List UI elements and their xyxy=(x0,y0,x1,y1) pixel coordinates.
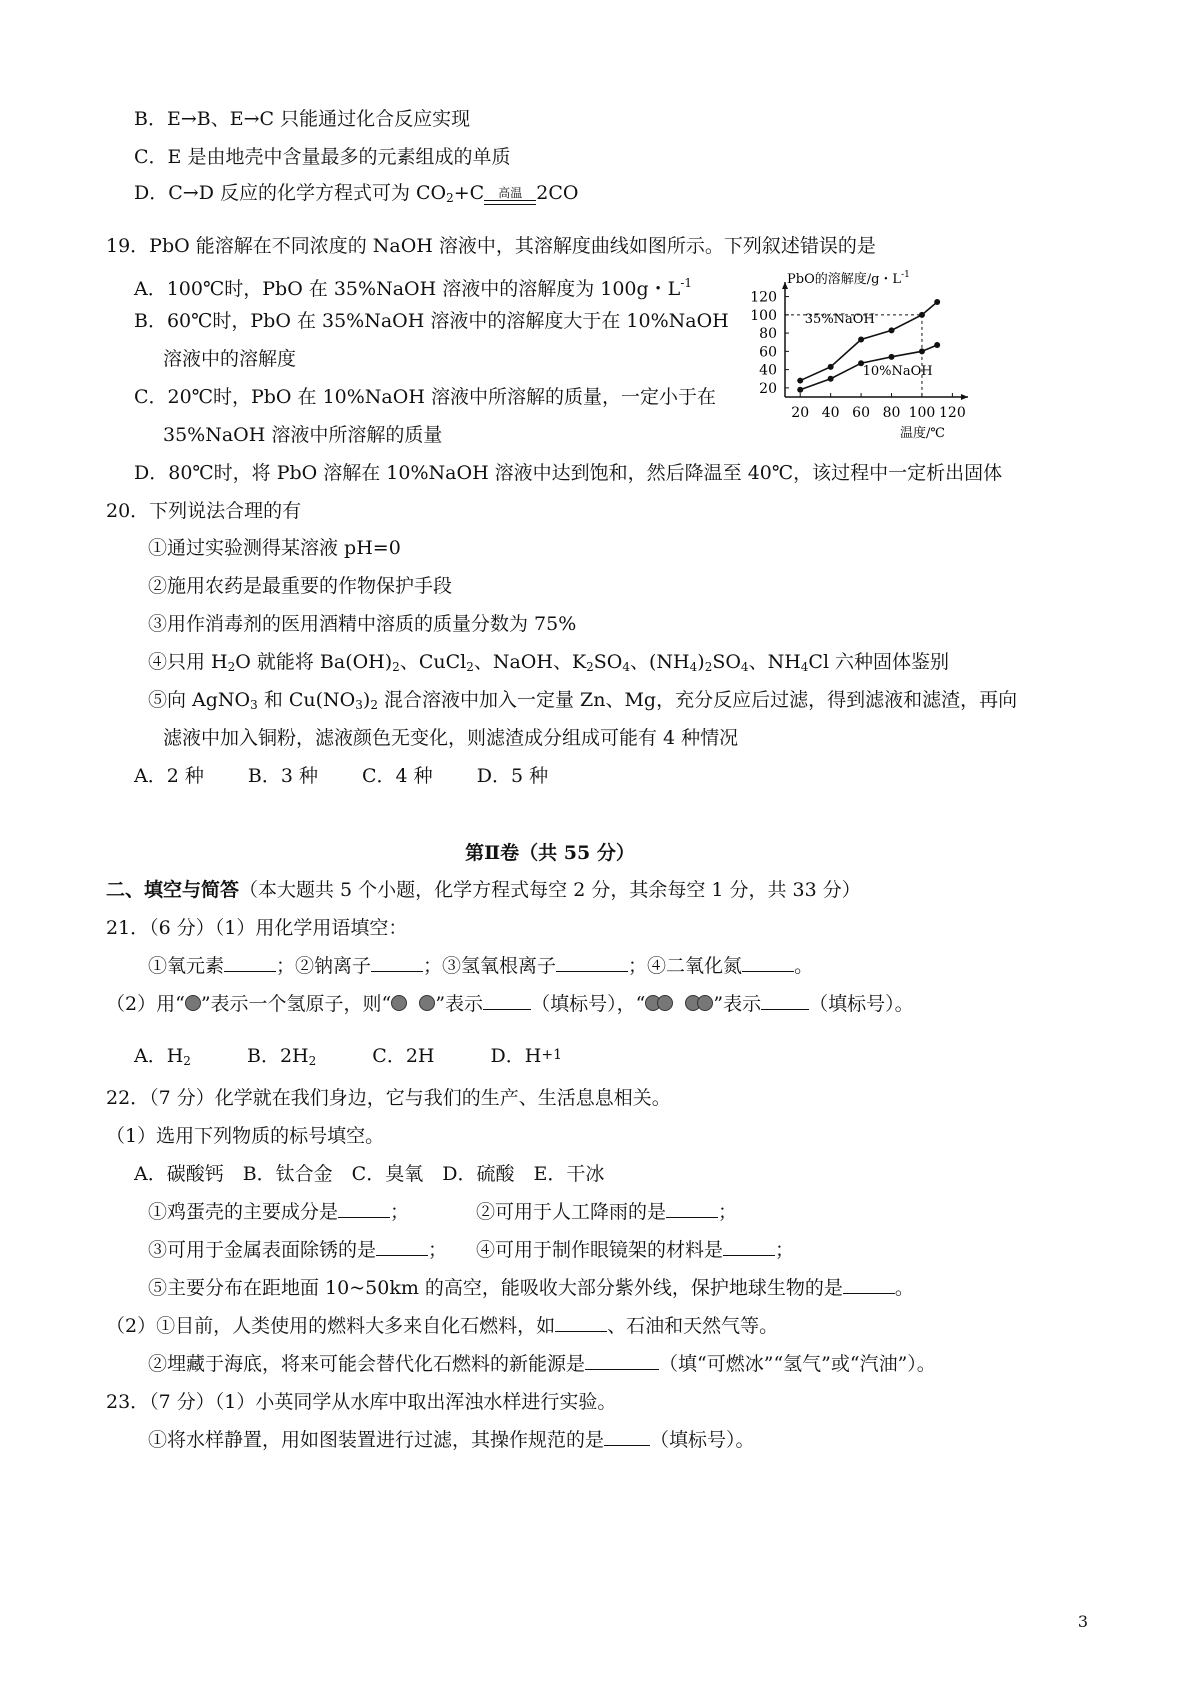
answer-blank[interactable] xyxy=(338,1199,390,1218)
q20-item-4-part: 4 xyxy=(740,660,749,674)
x-tick-label: 40 xyxy=(821,405,840,421)
q20-item-5 xyxy=(148,687,1017,718)
q20-item-3: ③用作消毒剂的医用酒精中溶质的质量分数为 75% xyxy=(148,613,577,635)
y-tick-label: 60 xyxy=(759,344,777,361)
q19-option-c-line2: 35%NaOH 溶液中所溶解的质量 xyxy=(163,424,443,446)
y-tick-label: 120 xyxy=(750,289,777,306)
x-tick-label: 20 xyxy=(791,405,810,421)
y-tick-label: 80 xyxy=(759,326,777,343)
q20-item-4 xyxy=(148,649,949,680)
q20-item-5-part: 3 xyxy=(250,698,258,712)
q22-part2-line2: ②埋藏于海底，将来可能会替代化石燃料的新能源是 （填“可燃冰”“氢气”或“汽油”）。 xyxy=(148,1353,936,1375)
answer-blank[interactable] xyxy=(761,991,809,1010)
data-point xyxy=(797,387,803,393)
q19-stem: 19．PbO 能溶解在不同浓度的 NaOH 溶液中，其溶解度曲线如图所示。下列叙述错误的是 xyxy=(106,235,876,257)
y-tick-label: 20 xyxy=(759,380,777,397)
answer-blank[interactable] xyxy=(556,953,628,972)
q18-option-d: D．C→D 反应的化学方程式可为 $CO_2+C$ 高温 2CO xyxy=(134,180,578,211)
data-point xyxy=(919,312,925,318)
q20-item-5-part: ) xyxy=(362,689,371,711)
q20-item-5-part: 2 xyxy=(370,698,378,712)
q20-item-4-part: 、NaOH、K xyxy=(473,651,587,673)
q20-item-4-part: 4 xyxy=(622,660,631,674)
q20-item-4-part: SO xyxy=(593,651,623,673)
q20-item-4-part: 2 xyxy=(586,660,594,674)
data-point xyxy=(919,348,925,354)
answer-blank[interactable] xyxy=(585,1351,659,1370)
q22-options: A．碳酸钙 B．钛合金 C．臭氧 D．硫酸 E．干冰 xyxy=(134,1163,605,1185)
q20-item-4-part: 4 xyxy=(800,660,809,674)
q20-item-4-part: 4 xyxy=(689,660,698,674)
q22-part2-line1: （2）①目前，人类使用的燃料大多来自化石燃料，如 、石油和天然气等。 xyxy=(106,1315,779,1337)
x-tick-label: 60 xyxy=(852,405,871,421)
y-tick-label: 100 xyxy=(750,307,777,324)
q20-item-5-cont: 滤液中加入铜粉，滤液颜色无变化，则滤渣成分组成可能有 4 种情况 xyxy=(163,727,739,749)
q19-option-c-line1: C．20℃时，PbO 在 10%NaOH 溶液中所溶解的质量，一定小于在 xyxy=(134,386,716,408)
q22-item-4: ④可用于制作眼镜架的材料是 ； xyxy=(476,1239,795,1261)
answer-blank[interactable] xyxy=(666,1199,718,1218)
q22-item-5: ⑤主要分布在距地面 10~50km 的高空，能吸收大部分紫外线，保护地球生物的是 。 xyxy=(148,1277,914,1299)
data-point xyxy=(858,336,864,342)
answer-blank[interactable] xyxy=(371,953,423,972)
q20-item-4-part: 2 xyxy=(392,660,400,674)
q19-option-d: D．80℃时，将 PbO 溶解在 10%NaOH 溶液中达到饱和，然后降温至 40℃，该过程中一定析出固体 xyxy=(134,462,1003,484)
answer-blank[interactable] xyxy=(376,1237,428,1256)
q20-item-4-part: Cl 六种固体鉴别 xyxy=(808,651,950,673)
data-point xyxy=(889,354,895,360)
q20-item-5-part: 混合溶液中加入一定量 Zn、Mg，充分反应后过滤，得到滤液和滤渣，再向 xyxy=(377,689,1018,711)
q21-line1: ①氧元素 ；②钠离子 ；③氢氧根离子 ；④二氧化氮 。 xyxy=(148,955,814,977)
data-point xyxy=(797,378,803,384)
q20-item-4-part: ) xyxy=(697,651,705,673)
x-tick-label: 120 xyxy=(939,405,966,421)
q20-item-4-part: O 就能将 Ba(OH) xyxy=(235,651,393,673)
q20-item-4-part: 2 xyxy=(704,660,713,674)
page-number: 3 xyxy=(1077,1612,1088,1631)
q20-stem: 20．下列说法合理的有 xyxy=(106,500,302,522)
part2-title: 第Ⅱ卷（共 55 分） xyxy=(465,842,635,864)
data-point xyxy=(828,364,834,370)
answer-blank[interactable] xyxy=(723,1237,775,1256)
q18-option-c: C．E 是由地壳中含量最多的元素组成的单质 xyxy=(134,146,511,168)
q20-item-2: ②施用农药是最重要的作物保护手段 xyxy=(148,575,453,597)
q20-item-4-part: 2 xyxy=(466,660,474,674)
q18-option-b: B．E→B、E→C 只能通过化合反应实现 xyxy=(134,108,471,130)
answer-blank[interactable] xyxy=(555,1313,607,1332)
q22-part1: （1）选用下列物质的标号填空。 xyxy=(106,1125,385,1147)
q23-item-1: ①将水样静置，用如图装置进行过滤，其操作规范的是 （填标号）。 xyxy=(148,1429,755,1451)
q21-line2: （2）用“ ”表示一个氢原子，则“ ”表示 （填标号），“ ”表示 （填标号）。 xyxy=(106,993,914,1015)
answer-blank[interactable] xyxy=(224,953,276,972)
q20-item-4-part: 、CuCl xyxy=(399,651,467,673)
data-point xyxy=(934,342,940,348)
answer-blank[interactable] xyxy=(604,1427,650,1446)
q23-stem: 23．（7 分）（1）小英同学从水库中取出浑浊水样进行实验。 xyxy=(106,1391,617,1413)
q20-item-4-part: SO xyxy=(712,651,741,673)
hydrogen-atom-icon xyxy=(391,995,407,1011)
series-label-35: 35%NaOH xyxy=(804,312,875,328)
series-label-10: 10%NaOH xyxy=(862,364,933,380)
q20-item-5-part: ⑤向 AgNO xyxy=(148,689,251,711)
hydrogen-atom-icon xyxy=(657,995,673,1011)
x-tick-label: 80 xyxy=(882,405,901,421)
q20-item-4-part: ④只用 H xyxy=(148,651,228,673)
reaction-condition-arrow: 高温 xyxy=(484,187,536,211)
q20-item-5-part: 和 Cu(NO xyxy=(257,689,356,711)
q21-stem: 21．（6 分）（1）用化学用语填空： xyxy=(106,917,408,939)
answer-blank[interactable] xyxy=(843,1275,895,1294)
solubility-chart xyxy=(740,265,980,455)
data-point xyxy=(828,376,834,382)
answer-blank[interactable] xyxy=(483,991,531,1010)
section-2-heading: 二、填空与简答（本大题共 5 个小题，化学方程式每空 2 分，其余每空 1 分，共 33 分） xyxy=(106,879,861,901)
q20-item-5-part: 3 xyxy=(355,698,363,712)
q19-option-a: A．100℃时，PbO 在 35%NaOH 溶液中的溶解度为 100g・$L^{-1}$ xyxy=(134,276,693,300)
q19-option-b-line1: B．60℃时，PbO 在 35%NaOH 溶液中的溶解度大于在 10%NaOH xyxy=(134,310,729,332)
q20-item-1: ①通过实验测得某溶液 pH=0 xyxy=(148,537,401,559)
hydrogen-atom-icon xyxy=(185,995,201,1011)
y-tick-label: 40 xyxy=(759,362,777,379)
answer-blank[interactable] xyxy=(742,953,794,972)
y-axis-label: PbO的溶解度/g・$L^{-1}$ xyxy=(787,270,910,287)
q22-stem: 22．（7 分）化学就在我们身边，它与我们的生产、生活息息相关。 xyxy=(106,1087,671,1109)
data-point xyxy=(934,299,940,305)
x-axis-label: 温度/℃ xyxy=(900,426,945,441)
q20-options: A．2 种 B．3 种 C．4 种 D．5 种 xyxy=(134,765,549,787)
q22-item-2: ②可用于人工降雨的是 ； xyxy=(476,1201,738,1223)
data-point xyxy=(889,327,895,333)
q19-option-b-line2: 溶液中的溶解度 xyxy=(163,348,297,370)
q20-item-4-part: 、(NH xyxy=(630,651,690,673)
hydrogen-atom-icon xyxy=(419,995,435,1011)
x-tick-label: 100 xyxy=(908,405,936,421)
x-axis-arrow xyxy=(961,394,968,400)
q20-item-4-part: 2 xyxy=(227,660,236,674)
hydrogen-atom-icon xyxy=(697,995,713,1011)
q21-options: A．$H_2$ B．$2H_2$ C．2H D．H +1 xyxy=(134,1045,562,1068)
q22-item-3: ③可用于金属表面除锈的是 ； xyxy=(148,1239,448,1261)
y-axis-label-sup: -1 xyxy=(901,270,910,280)
q22-item-1: ①鸡蛋壳的主要成分是 ； xyxy=(148,1201,410,1223)
q20-item-4-part: 、NH xyxy=(748,651,801,673)
